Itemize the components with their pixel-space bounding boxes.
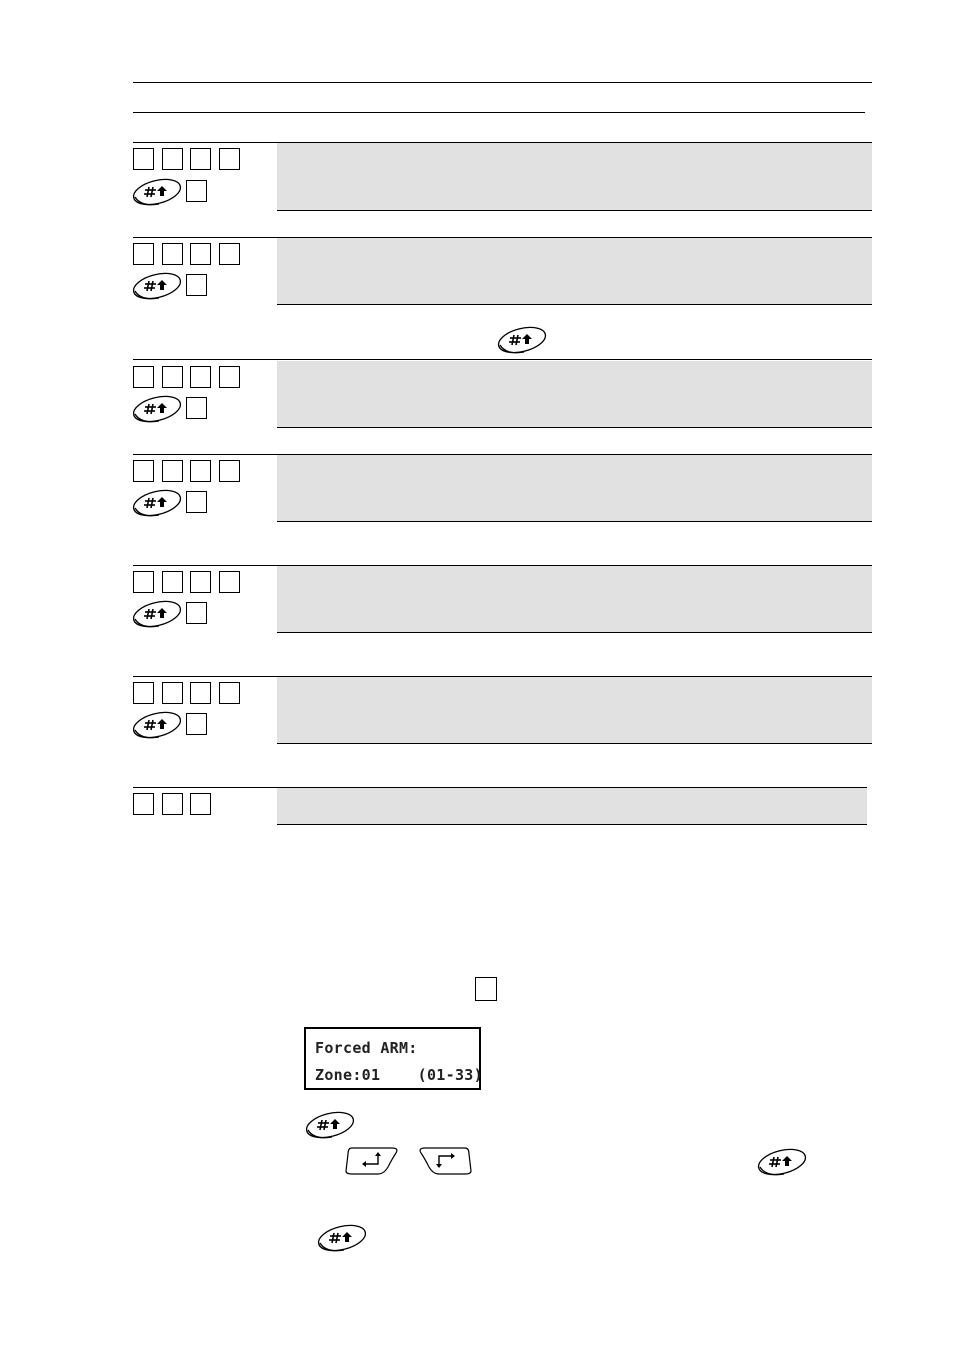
band-underline-6 [277,743,872,744]
digit-key [219,460,240,482]
hash-key-icon [131,271,183,301]
digit-key [162,366,183,388]
band-underline-7 [277,824,867,825]
digit-key [186,397,207,419]
hash-key-icon [316,1223,368,1253]
lcd-display [304,1027,481,1090]
hash-key-icon [131,394,183,424]
digit-key [219,366,240,388]
digit-key [133,571,154,593]
digit-key [162,571,183,593]
setting-band-6 [277,677,872,743]
band-underline-3 [277,427,872,428]
section-rule-3 [133,359,872,360]
setting-band-7 [277,788,867,824]
digit-key [219,148,240,170]
digit-key [162,243,183,265]
band-underline-4 [277,521,872,522]
digit-key [475,977,497,1001]
setting-band-5 [277,566,872,632]
left-return-arrow-key-icon [344,1145,400,1175]
digit-key [219,571,240,593]
lcd-line-2: Zone:01 (01-33) [315,1066,483,1084]
band-underline-5 [277,632,872,633]
setting-band-1 [277,143,872,210]
digit-key [133,793,154,815]
digit-key [133,460,154,482]
hash-key-icon [304,1110,356,1140]
digit-key [133,366,154,388]
digit-key [190,460,211,482]
setting-band-3 [277,361,872,427]
digit-key [190,148,211,170]
setting-band-4 [277,455,872,521]
digit-key [219,243,240,265]
digit-key [133,243,154,265]
digit-key [190,682,211,704]
right-return-arrow-key-icon [417,1145,473,1175]
hash-key-icon [756,1147,808,1177]
band-underline-2 [277,304,872,305]
digit-key [219,682,240,704]
header-rule-bottom [133,112,865,113]
hash-key-icon [131,488,183,518]
digit-key [186,713,207,735]
setting-band-2 [277,238,872,304]
digit-key [162,148,183,170]
digit-key [162,793,183,815]
digit-key [190,571,211,593]
hash-key-icon [131,177,183,207]
digit-key [186,180,207,202]
digit-key [133,148,154,170]
digit-key [186,274,207,296]
header-rule-top [133,82,872,83]
digit-key [190,366,211,388]
hash-key-icon [131,599,183,629]
digit-key [186,491,207,513]
digit-key [190,793,211,815]
digit-key [190,243,211,265]
digit-key [133,682,154,704]
band-underline-1 [277,210,872,211]
digit-key [162,460,183,482]
digit-key [186,602,207,624]
lcd-line-1: Forced ARM: [315,1039,418,1057]
digit-key [162,682,183,704]
hash-key-icon [131,710,183,740]
hash-key-icon [496,325,548,355]
